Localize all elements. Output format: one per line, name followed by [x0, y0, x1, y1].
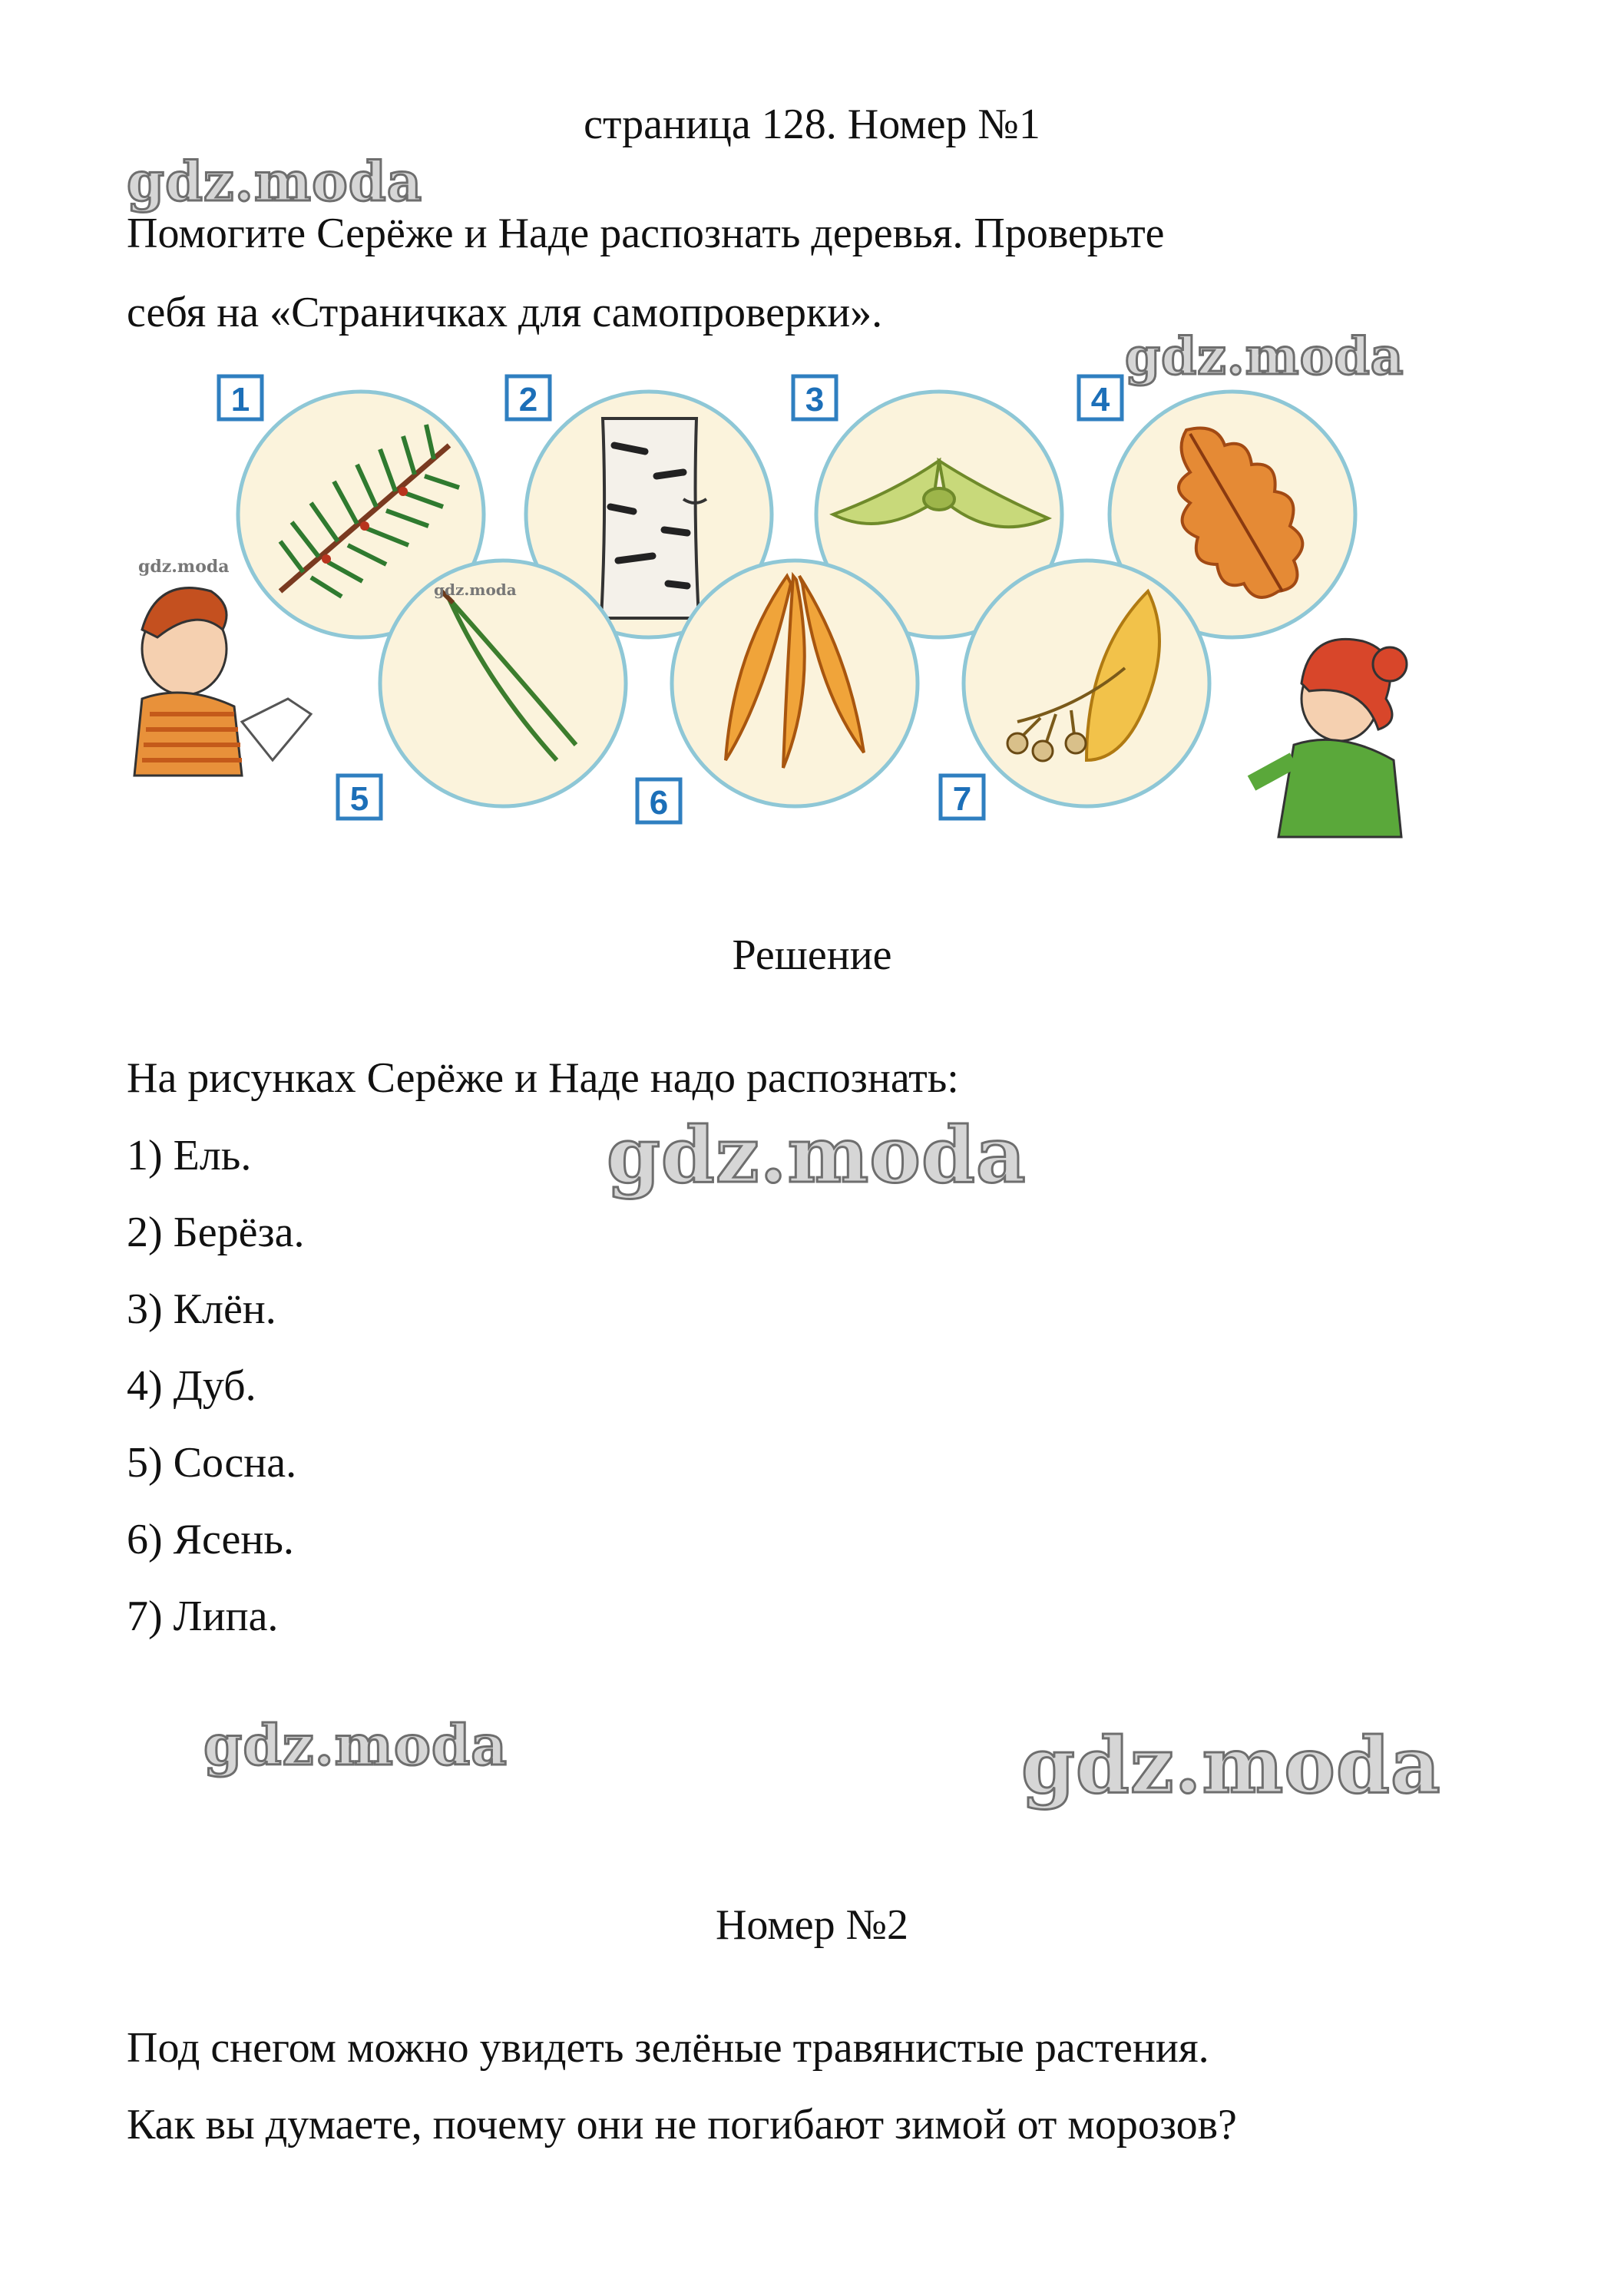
label-6: 6: [649, 784, 669, 822]
answer-1: 1) Ель.: [127, 1132, 252, 1179]
watermark: gdz.moda: [1125, 326, 1404, 386]
answer-4: 4) Дуб.: [127, 1362, 256, 1410]
answer-7: 7) Липа.: [127, 1593, 279, 1640]
watermark: gdz.moda: [434, 581, 517, 599]
task2-line-2: Как вы думаете, почему они не погибают зимой от морозов?: [127, 2101, 1237, 2148]
circle-7: [964, 561, 1209, 806]
task2-line-1: Под снегом можно увидеть зелёные травянистые растения.: [127, 2024, 1209, 2072]
task2-heading: Номер №2: [715, 1901, 909, 1949]
watermark: gdz.moda: [127, 150, 423, 213]
answer-3: 3) Клён.: [127, 1285, 276, 1333]
answer-5: 5) Сосна.: [127, 1439, 297, 1487]
label-5: 5: [349, 780, 369, 818]
page-title: страница 128. Номер №1: [584, 101, 1040, 148]
label-3: 3: [805, 381, 825, 418]
watermark: gdz.moda: [203, 1712, 508, 1778]
watermark: gdz.moda: [1021, 1720, 1441, 1811]
solution-heading: Решение: [732, 931, 892, 979]
task1-line-2: себя на «Страничках для самопроверки».: [127, 289, 883, 336]
watermark: gdz.moda: [607, 1110, 1027, 1200]
answer-2: 2) Берёза.: [127, 1209, 305, 1256]
label-7: 7: [952, 780, 972, 818]
watermark: gdz.moda: [138, 557, 230, 577]
label-1: 1: [230, 381, 250, 418]
circle-6: [672, 561, 918, 806]
birch-trunk-icon: [601, 418, 706, 618]
answer-6: 6) Ясень.: [127, 1516, 294, 1563]
boy-figure: [134, 588, 311, 776]
girl-figure: [1252, 639, 1407, 837]
solution-intro: На рисунках Серёже и Наде надо распознать:: [127, 1054, 959, 1102]
label-2: 2: [518, 381, 538, 418]
label-4: 4: [1090, 381, 1110, 418]
tree-illustration: [127, 361, 1432, 868]
task1-line-1: Помогите Серёже и Наде распознать деревья. Проверьте: [127, 210, 1165, 257]
